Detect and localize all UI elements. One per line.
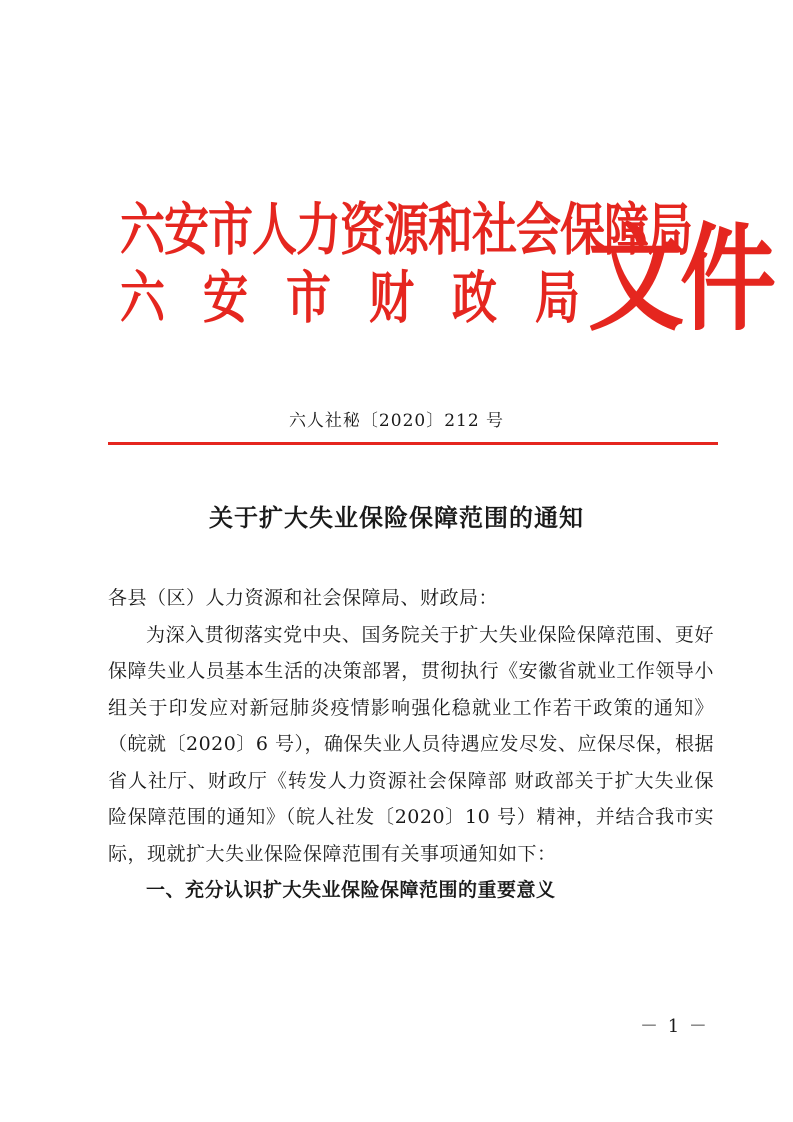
issuer-line-2-char: 六 bbox=[120, 264, 166, 331]
document-body bbox=[108, 580, 714, 909]
body-paragraph: 为深入贯彻落实党中央、国务院关于扩大失业保险保障范围、更好保障失业人员基本生活的决策部署，贯彻执行《安徽省就业工作领导小组关于印发应对新冠肺炎疫情影响强化稳就业工作若干政策的通知》（皖就〔2020〕6 号），确保失业人员待遇应发尽发、应保尽保，根据省人社厅、财政厅《转发人力资源社会保障部 财政部关于扩大失业保险保障范围的通知》（皖人社发〔2020〕10 号）精神，并结合我市实际，现就扩大失业保险保障范围有关事项通知如下： bbox=[108, 623, 714, 865]
document-type-label: 文件 bbox=[588, 210, 772, 347]
issuer-line-2-char: 市 bbox=[285, 264, 331, 331]
issuer-line-2-char: 政 bbox=[451, 264, 497, 331]
red-divider-line bbox=[108, 442, 718, 445]
issuer-line-2-char: 安 bbox=[202, 264, 248, 331]
document-number: 六人社秘〔2020〕212 号 bbox=[288, 411, 505, 431]
issuer-line-2-char: 局 bbox=[534, 264, 580, 331]
document-title: 关于扩大失业保险保障范围的通知 bbox=[209, 503, 584, 532]
red-header bbox=[120, 178, 772, 347]
issuer-line-2 bbox=[120, 252, 580, 333]
issuer-line-1: 六安市人力资源和社会保障局 bbox=[120, 196, 693, 263]
section-heading: 一、充分认识扩大失业保险保障范围的重要意义 bbox=[146, 879, 556, 901]
page-number: － 1 － bbox=[640, 1016, 709, 1037]
issuer-line-2-char: 财 bbox=[368, 264, 414, 331]
salutation: 各县（区）人力资源和社会保障局、财政局： bbox=[108, 587, 499, 609]
